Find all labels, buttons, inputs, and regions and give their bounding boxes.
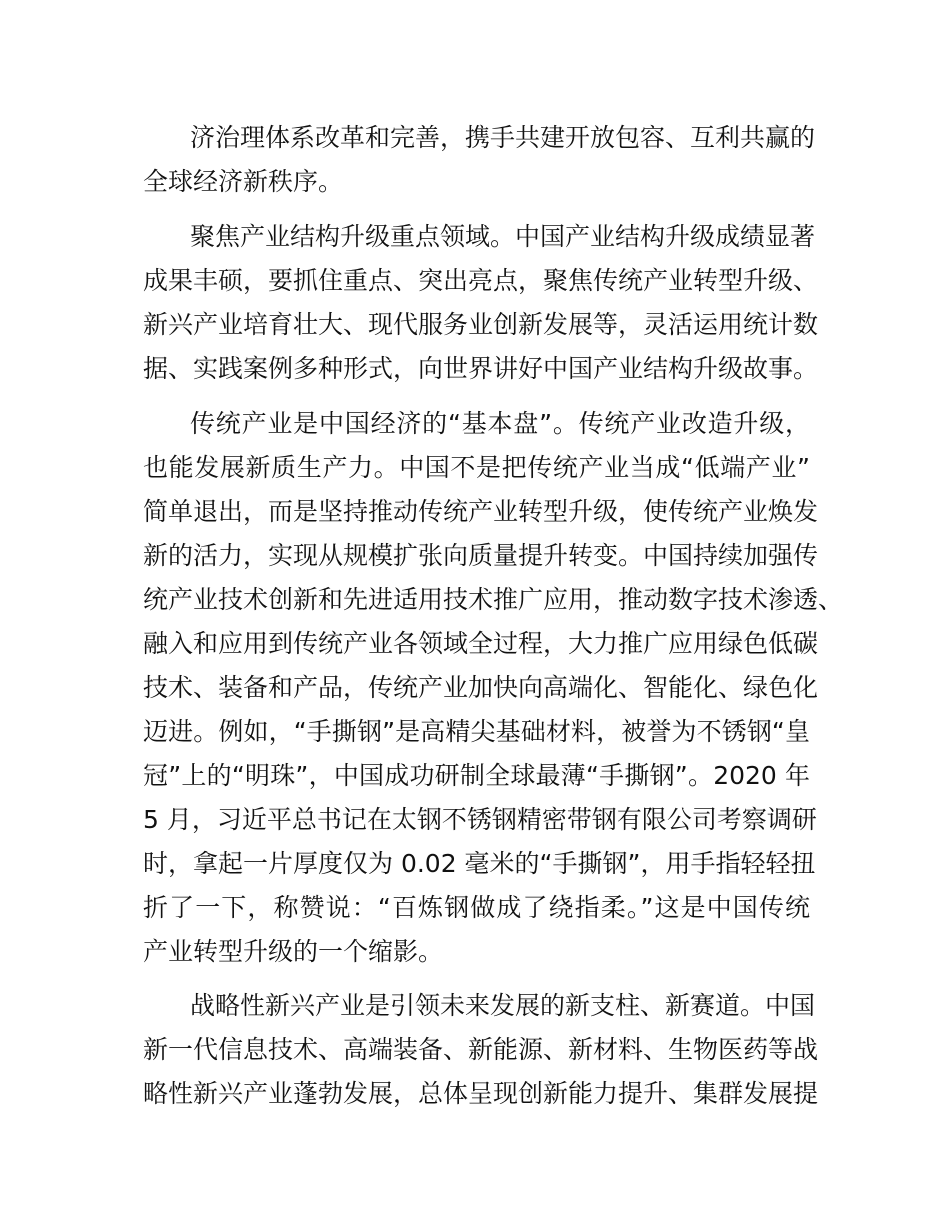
text-line: 济治理体系改革和完善，携手共建开放包容、互利共赢的 — [190, 123, 816, 152]
text-line: 新兴产业培育壮大、现代服务业创新发展等，灵活运用统计数 — [143, 310, 819, 339]
text-line: 技术、装备和产品，传统产业加快向高端化、智能化、绿色化 — [143, 673, 819, 702]
text-line: 冠”上的“明珠”，中国成功研制全球最薄“手撕钢”。2020 年 — [143, 761, 810, 790]
text-line: 聚焦产业结构升级重点领域。中国产业结构升级成绩显著 — [190, 222, 816, 251]
text-line: 据、实践案例多种形式，向世界讲好中国产业结构升级故事。 — [143, 354, 819, 383]
text-line: 也能发展新质生产力。中国不是把传统产业当成“低端产业” — [143, 453, 810, 482]
text-line: 全球经济新秩序。 — [143, 167, 344, 196]
text-line: 新的活力，实现从规模扩张向质量提升转变。中国持续加强传 — [143, 541, 819, 570]
text-line: 简单退出，而是坚持推动传统产业转型升级，使传统产业焕发 — [143, 497, 819, 526]
text-line: 统产业技术创新和先进适用技术推广应用，推动数字技术渗透、 — [143, 585, 844, 614]
text-line: 迈进。例如，“手撕钢”是高精尖基础材料，被誉为不锈钢“皇 — [143, 717, 810, 746]
text-line: 战略性新兴产业是引领未来发展的新支柱、新赛道。中国 — [190, 991, 816, 1020]
text-line: 成果丰硕，要抓住重点、突出亮点，聚焦传统产业转型升级、 — [143, 266, 819, 295]
text-line: 融入和应用到传统产业各领域全过程，大力推广应用绿色低碳 — [143, 629, 819, 658]
text-line: 时，拿起一片厚度仅为 0.02 毫米的“手撕钢”，用手指轻轻扭 — [143, 849, 816, 878]
text-line: 5 月，习近平总书记在太钢不锈钢精密带钢有限公司考察调研 — [143, 805, 817, 834]
text-line: 产业转型升级的一个缩影。 — [143, 937, 444, 966]
text-line: 略性新兴产业蓬勃发展，总体呈现创新能力提升、集群发展提 — [143, 1079, 819, 1108]
text-line: 传统产业是中国经济的“基本盘”。传统产业改造升级， — [190, 409, 810, 438]
text-line: 折了一下，称赞说：“百炼钢做成了绕指柔。”这是中国传统 — [143, 893, 810, 922]
text-line: 新一代信息技术、高端装备、新能源、新材料、生物医药等战 — [143, 1035, 819, 1064]
